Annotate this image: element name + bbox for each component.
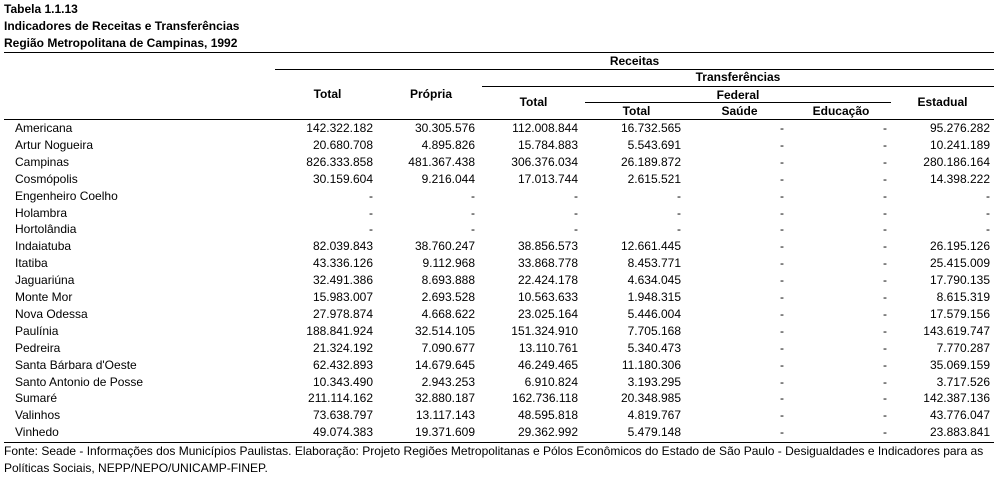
cell-total: 10.343.490 [312,374,373,389]
cell-total: 62.432.893 [312,357,373,372]
cell-transferencias-total: 29.362.992 [517,425,578,440]
cell-transferencias-total: 6.910.824 [524,374,578,389]
cell-propria: 2.943.253 [421,374,475,389]
cell-estadual: 17.790.135 [929,273,990,288]
cell-federal-total: 26.189.872 [620,154,681,169]
header-transferencias: Transferências [695,70,781,84]
cell-propria: 32.514.105 [414,323,475,338]
cell-municipio: Jaguariúna [15,273,75,288]
cell-municipio: Indaiatuba [15,239,72,254]
cell-municipio: Itatiba [15,256,48,271]
cell-transferencias-total: 33.868.778 [517,256,578,271]
cell-total: - [369,188,373,203]
cell-total: 32.491.386 [312,273,373,288]
header-estadual: Estadual [917,95,968,109]
cell-estadual: 14.398.222 [929,171,990,186]
cell-total: - [369,205,373,220]
cell-estadual: - [986,222,990,237]
cell-transferencias-total: 22.424.178 [517,273,578,288]
cell-federal-total: 5.446.004 [627,306,681,321]
cell-federal-total: 5.340.473 [627,340,681,355]
cell-federal-total: 1.948.315 [627,290,681,304]
cell-transferencias-total: 10.563.633 [517,290,578,304]
cell-federal-total: - [677,205,681,220]
cell-transferencias-total: 306.376.034 [511,154,578,169]
cell-propria: 9.112.968 [422,256,475,271]
cell-estadual: 25.415.009 [929,256,990,271]
cell-federal-total: 5.479.148 [627,425,681,440]
cell-transferencias-total: 38.856.573 [517,239,578,254]
cell-estadual: 35.069.159 [929,357,990,372]
cell-propria: 30.305.576 [414,121,475,135]
cell-propria: 4.668.622 [421,306,475,321]
cell-saude: - [780,256,784,271]
cell-total: 211.114.162 [308,391,373,406]
cell-total: 27.978.874 [312,306,373,321]
header-federal-total: Total [622,104,651,118]
table-label: Tabela 1.1.13 [4,2,78,16]
cell-propria: - [471,205,475,220]
cell-total: 73.638.797 [312,408,373,423]
cell-propria: 19.371.609 [414,425,475,440]
cell-estadual: 17.579.156 [929,306,990,321]
federal-rule [585,102,891,103]
cell-total: 826.333.858 [306,154,373,169]
cell-estadual: 3.717.526 [936,374,990,389]
cell-estadual: 8.615.319 [936,290,990,304]
cell-saude: - [780,205,784,220]
cell-municipio: Valinhos [15,408,61,423]
cell-saude: - [780,374,784,389]
cell-estadual: 26.195.126 [929,239,990,254]
cell-municipio: Paulínia [15,323,59,338]
cell-educacao: - [883,188,887,203]
cell-total: 21.324.192 [312,340,373,355]
cell-total: - [369,222,373,237]
cell-saude: - [780,121,784,135]
cell-educacao: - [883,306,887,321]
header-saude: Saúde [721,104,758,118]
cell-educacao: - [883,357,887,372]
cell-municipio: Hortolândia [15,222,77,237]
cell-total: 30.159.604 [312,171,373,186]
cell-estadual: - [986,188,990,203]
cell-saude: - [780,239,784,254]
cell-total: 142.322.182 [306,121,373,135]
cell-estadual: 280.186.164 [923,154,990,169]
transferencias-rule [482,86,994,87]
cell-propria: 14.679.645 [414,357,475,372]
cell-educacao: - [883,205,887,220]
cell-transferencias-total: 23.025.164 [517,306,578,321]
cell-propria: 32.880.187 [414,391,475,406]
cell-propria: 9.216.044 [421,171,475,186]
cell-federal-total: 8.453.771 [627,256,681,271]
footnote: Fonte: Seade - Informações dos Municípios Paulistas. Elaboração: Projeto Regiões Metropolitanas e Pólos Econômicos do Estado de São Paulo - Desigualdades e Indicadores para as Políticas Sociais, NEPP/NEPO/UNICAMP-FINEP. [4,444,984,475]
cell-propria: - [471,188,475,203]
cell-educacao: - [883,171,887,186]
cell-estadual: 23.883.841 [929,425,990,440]
cell-saude: - [780,273,784,288]
cell-saude: - [780,137,784,152]
cell-total: 82.039.843 [312,239,373,254]
cell-federal-total: 7.705.168 [627,323,681,338]
cell-total: 20.680.708 [312,137,373,152]
cell-transferencias-total: 15.784.883 [517,137,578,152]
cell-federal-total: 20.348.985 [620,391,681,406]
cell-propria: - [471,222,475,237]
header-receitas: Receitas [609,54,660,68]
cell-saude: - [780,408,784,423]
cell-educacao: - [883,222,887,237]
header-total: Total [313,87,342,101]
cell-federal-total: 3.193.295 [627,374,681,389]
cell-municipio: Pedreira [15,340,61,355]
cell-municipio: Santa Bárbara d'Oeste [15,357,137,372]
table-title: Indicadores de Receitas e Transferências [4,19,240,33]
cell-municipio: Artur Nogueira [15,137,94,152]
cell-transferencias-total: - [574,222,578,237]
cell-federal-total: 11.180.306 [621,357,681,372]
cell-municipio: Engenheiro Coelho [15,188,118,203]
cell-educacao: - [883,154,887,169]
cell-saude: - [780,306,784,321]
cell-propria: 8.693.888 [421,273,475,288]
cell-saude: - [780,188,784,203]
cell-propria: 38.760.247 [414,239,475,254]
cell-saude: - [780,323,784,338]
cell-estadual: - [986,205,990,220]
cell-municipio: Holambra [15,205,68,220]
cell-educacao: - [883,391,887,406]
cell-educacao: - [883,239,887,254]
cell-educacao: - [883,340,887,355]
header-bottom-rule [4,119,994,120]
cell-propria: 2.693.528 [421,290,475,304]
header-transferencias-total: Total [519,95,548,109]
cell-saude: - [780,222,784,237]
cell-total: 188.841.924 [306,323,373,338]
cell-educacao: - [883,290,887,304]
cell-transferencias-total: 162.736.118 [512,391,578,406]
cell-transferencias-total: - [574,205,578,220]
cell-total: 15.983.007 [312,290,373,304]
cell-municipio: Americana [15,121,73,135]
cell-transferencias-total: - [574,188,578,203]
header-educacao: Educação [812,104,870,118]
cell-educacao: - [883,323,887,338]
cell-saude: - [780,290,784,304]
cell-federal-total: 16.732.565 [620,121,681,135]
cell-federal-total: 4.819.767 [627,408,681,423]
cell-total: 49.074.383 [312,425,373,440]
table-subtitle: Região Metropolitana de Campinas, 1992 [4,36,238,50]
cell-transferencias-total: 13.110.761 [518,340,578,355]
header-propria: Própria [409,87,452,101]
cell-educacao: - [883,137,887,152]
cell-federal-total: 2.615.521 [627,171,681,186]
cell-estadual: 143.619.747 [923,323,990,338]
cell-federal-total: - [677,222,681,237]
cell-estadual: 142.387.136 [923,391,990,406]
cell-municipio: Sumaré [15,391,58,406]
cell-municipio: Santo Antonio de Posse [15,374,144,389]
cell-total: 43.336.126 [312,256,373,271]
cell-educacao: - [883,374,887,389]
cell-municipio: Nova Odessa [15,306,88,321]
cell-transferencias-total: 151.324.910 [511,323,578,338]
cell-estadual: 7.770.287 [936,340,990,355]
cell-saude: - [780,340,784,355]
top-rule [4,52,994,53]
cell-educacao: - [883,121,887,135]
cell-propria: 13.117.143 [415,408,475,423]
cell-municipio: Campinas [15,154,70,169]
cell-saude: - [780,357,784,372]
cell-federal-total: 5.543.691 [627,137,681,152]
cell-saude: - [780,154,784,169]
cell-transferencias-total: 48.595.818 [517,408,578,423]
cell-educacao: - [883,425,887,440]
cell-transferencias-total: 17.013.744 [517,171,578,186]
cell-educacao: - [883,273,887,288]
cell-propria: 481.367.438 [408,154,475,169]
cell-transferencias-total: 46.249.465 [517,357,578,372]
cell-educacao: - [883,256,887,271]
cell-saude: - [780,171,784,186]
cell-federal-total: - [677,188,681,203]
cell-propria: 7.090.677 [421,340,475,355]
cell-municipio: Monte Mor [15,290,73,304]
cell-estadual: 43.776.047 [929,408,990,423]
cell-federal-total: 4.634.045 [627,273,681,288]
header-federal: Federal [716,88,760,102]
cell-federal-total: 12.661.445 [620,239,681,254]
cell-educacao: - [883,408,887,423]
cell-estadual: 95.276.282 [929,121,990,135]
cell-transferencias-total: 112.008.844 [512,121,578,135]
cell-municipio: Vinhedo [15,425,59,440]
cell-saude: - [780,425,784,440]
cell-propria: 4.895.826 [421,137,475,152]
cell-estadual: 10.241.189 [929,137,990,152]
cell-saude: - [780,391,784,406]
cell-municipio: Cosmópolis [15,171,78,186]
